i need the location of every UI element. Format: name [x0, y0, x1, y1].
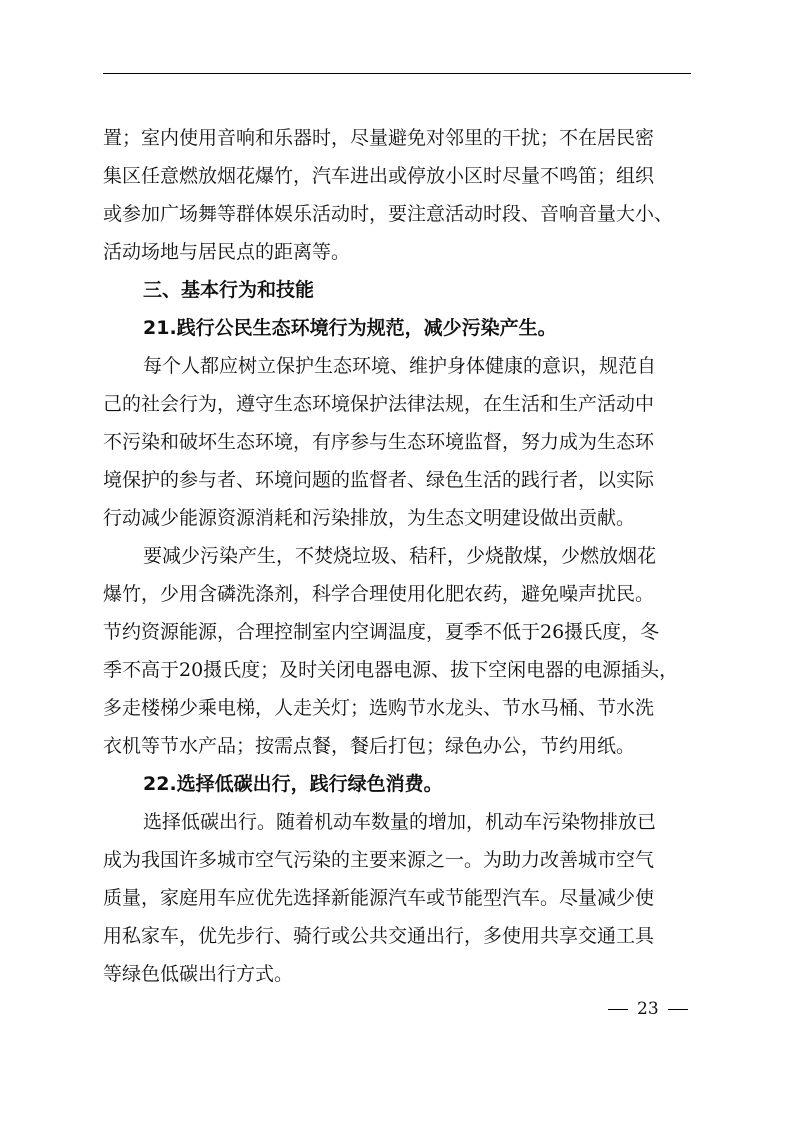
item-21-title: 21.践行公民生态环境行为规范，减少污染产生。 — [143, 317, 557, 339]
paragraph-line: 节约资源能源，合理控制室内空调温度，夏季不低于26摄氏度，冬 — [103, 621, 660, 643]
paragraph-line: 活动场地与居民点的距离等。 — [103, 241, 351, 263]
paragraph-line: 等绿色低碳出行方式。 — [103, 963, 294, 985]
paragraph-line: 不污染和破坏生态环境，有序参与生态环境监督，努力成为生态环 — [103, 431, 655, 453]
paragraph-line: 用私家车，优先步行、骑行或公共交通出行，多使用共享交通工具 — [103, 925, 655, 947]
page-number — [608, 997, 698, 1021]
paragraph-line: 或参加广场舞等群体娱乐活动时，要注意活动时段、音响音量大小、 — [103, 203, 674, 225]
paragraph-line: 质量，家庭用车应优先选择新能源汽车或节能型汽车。尽量减少使 — [103, 887, 655, 909]
header-rule — [103, 73, 691, 74]
paragraph-line: 成为我国许多城市空气污染的主要来源之一。为助力改善城市空气 — [103, 849, 655, 871]
paragraph-line: 行动减少能源资源消耗和污染排放，为生态文明建设做出贡献。 — [103, 507, 636, 529]
section-heading: 三、基本行为和技能 — [143, 279, 315, 301]
paragraph-line: 己的社会行为，遵守生态环境保护法律法规，在生活和生产活动中 — [103, 393, 655, 415]
paragraph-line: 置；室内使用音响和乐器时，尽量避免对邻里的干扰；不在居民密 — [103, 127, 655, 149]
page-number-dash-left — [608, 1009, 628, 1010]
page-number-dash-right — [668, 1009, 688, 1010]
page-number-value: 23 — [637, 999, 659, 1019]
paragraph-line: 要减少污染产生，不焚烧垃圾、秸秆，少烧散煤，少燃放烟花 — [143, 545, 657, 567]
paragraph-line: 选择低碳出行。随着机动车数量的增加，机动车污染物排放已 — [143, 811, 657, 833]
item-22-title: 22.选择低碳出行，践行绿色消费。 — [143, 773, 443, 795]
paragraph-line: 多走楼梯少乘电梯，人走关灯；选购节水龙头、节水马桶、节水洗 — [103, 697, 655, 719]
paragraph-line: 季不高于20摄氏度；及时关闭电器电源、拔下空闲电器的电源插头， — [103, 659, 679, 681]
paragraph-line: 集区任意燃放烟花爆竹，汽车进出或停放小区时尽量不鸣笛；组织 — [103, 165, 655, 187]
paragraph-line: 衣机等节水产品；按需点餐，餐后打包；绿色办公，节约用纸。 — [103, 735, 636, 757]
paragraph-line: 爆竹，少用含磷洗涤剂，科学合理使用化肥农药，避免噪声扰民。 — [103, 583, 655, 605]
paragraph-line: 每个人都应树立保护生态环境、维护身体健康的意识，规范自 — [143, 355, 657, 377]
paragraph-line: 境保护的参与者、环境问题的监督者、绿色生活的践行者，以实际 — [103, 469, 655, 491]
